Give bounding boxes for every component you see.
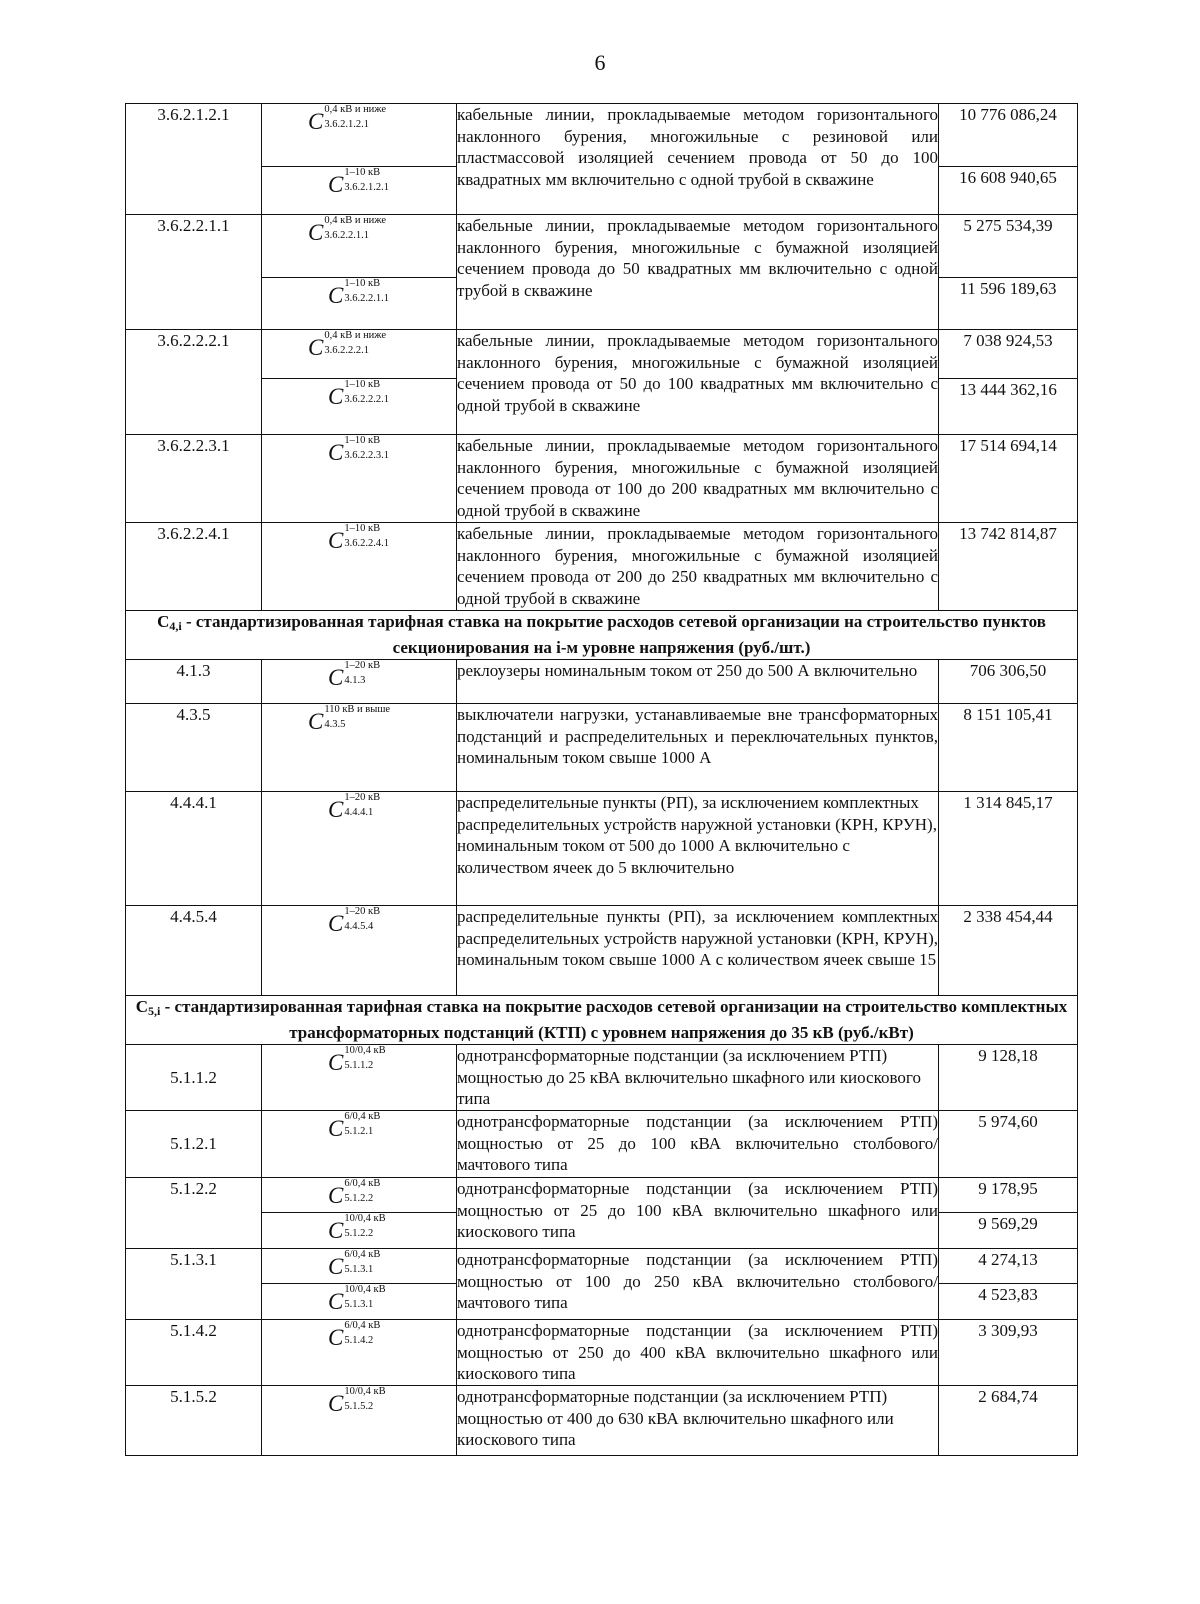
rate-value: 5 275 534,39 [939,215,1078,278]
table-row [126,792,1078,906]
row-code: 4.4.5.4 [126,906,262,996]
row-description: выключатели нагрузки, устанавливаемые вне трансформаторных подстанций и распределительных и переключательных пунктов, номинальным током свыше 1000 А [457,704,939,792]
row-code: 5.1.2.2 [126,1178,262,1249]
rate-value: 9 128,18 [939,1045,1078,1111]
rate-value: 10 776 086,24 [939,104,1078,167]
rate-value: 11 596 189,63 [939,278,1078,330]
rate-value: 13 444 362,16 [939,379,1078,435]
rate-value: 9 178,95 [939,1178,1078,1213]
rate-value: 17 514 694,14 [939,435,1078,523]
section-header [126,996,1078,1045]
row-description: однотрансформаторные подстанции (за исключением РТП) мощностью от 250 до 400 кВА включительно шкафного или киоскового типа [457,1320,939,1386]
table-row [126,906,1078,996]
table-row [126,1249,1078,1284]
rate-symbol: C 1–20 кВ 4.1.3 [262,660,457,704]
row-description: однотрансформаторные подстанции (за исключением РТП) мощностью от 400 до 630 кВА включительно шкафного или киоскового типа [457,1386,939,1456]
rate-value: 5 974,60 [939,1111,1078,1178]
row-code: 3.6.2.1.2.1 [126,104,262,215]
rate-value: 16 608 940,65 [939,167,1078,215]
section-5-title: C5,i - стандартизированная тарифная ставка на покрытие расходов сетевой организации на строительство комплектных трансформаторных подстанций (КТП) с уровнем напряжения до 35 кВ (руб./кВт) [126,996,1078,1045]
rate-symbol: C 6/0,4 кВ 5.1.3.1 [262,1249,457,1284]
page-number: 6 [594,50,606,75]
row-code: 3.6.2.2.2.1 [126,330,262,435]
row-code: 3.6.2.2.3.1 [126,435,262,523]
row-description: реклоузеры номинальным током от 250 до 500 А включительно [457,660,939,704]
rate-symbol: C 6/0,4 кВ 5.1.2.2 [262,1178,457,1213]
table-row [126,1045,1078,1111]
row-code: 4.4.4.1 [126,792,262,906]
row-code: 5.1.3.1 [126,1249,262,1320]
table-row [126,1111,1078,1178]
rate-symbol: C 10/0,4 кВ 5.1.1.2 [262,1045,457,1111]
rate-value: 3 309,93 [939,1320,1078,1386]
table-row [126,1178,1078,1213]
table-row [126,704,1078,792]
rate-symbol: C 1–10 кВ 3.6.2.2.4.1 [262,523,457,611]
row-code: 5.1.1.2 [126,1045,262,1111]
row-description: распределительные пункты (РП), за исключением комплектных распределительных устройств наружной установки (КРН, КРУН), номинальным током от 500 до 1000 А включительно с количеством ячеек до 5 включительно [457,792,939,906]
rate-value: 13 742 814,87 [939,523,1078,611]
table-row [126,435,1078,523]
rate-value: 2 338 454,44 [939,906,1078,996]
rate-value: 9 569,29 [939,1213,1078,1249]
table-row [126,1386,1078,1456]
rate-value: 4 523,83 [939,1284,1078,1320]
rate-symbol: C 1–10 кВ 3.6.2.2.3.1 [262,435,457,523]
rate-value: 7 038 924,53 [939,330,1078,379]
rate-symbol: C 10/0,4 кВ 5.1.5.2 [262,1386,457,1456]
rate-value: 1 314 845,17 [939,792,1078,906]
row-description: однотрансформаторные подстанции (за исключением РТП) мощностью до 25 кВА включительно шкафного или киоскового типа [457,1045,939,1111]
row-code: 3.6.2.2.4.1 [126,523,262,611]
rate-symbol: C 110 кВ и выше 4.3.5 [262,704,457,792]
row-description: кабельные линии, прокладываемые методом горизонтального наклонного бурения, многожильные с резиновой или пластмассовой изоляцией сечением провода от 50 до 100 квадратных мм включительно с одной трубой в скважине [457,104,939,215]
tariff-table [125,103,1078,1456]
rate-symbol: C 10/0,4 кВ 5.1.3.1 [262,1284,457,1320]
rate-symbol: C 0,4 кВ и ниже 3.6.2.2.1.1 [262,215,457,278]
row-description: кабельные линии, прокладываемые методом горизонтального наклонного бурения, многожильные с бумажной изоляцией сечением провода от 100 до 200 квадратных мм включительно с одной трубой в скважине [457,435,939,523]
row-description: распределительные пункты (РП), за исключением комплектных распределительных устройств наружной установки (КРН, КРУН), номинальным током свыше 1000 А с количеством ячеек свыше 15 [457,906,939,996]
row-code: 5.1.5.2 [126,1386,262,1456]
row-description: однотрансформаторные подстанции (за исключением РТП) мощностью от 100 до 250 кВА включительно столбового/мачтового типа [457,1249,939,1320]
row-description: кабельные линии, прокладываемые методом горизонтального наклонного бурения, многожильные с бумажной изоляцией сечением провода от 50 до 100 квадратных мм включительно с одной трубой в скважине [457,330,939,435]
rate-value: 8 151 105,41 [939,704,1078,792]
section-header [126,611,1078,660]
section-4-title: C4,i - стандартизированная тарифная ставка на покрытие расходов сетевой организации на строительство пунктов секционирования на i-м уровне напряжения (руб./шт.) [126,611,1078,660]
row-code: 5.1.4.2 [126,1320,262,1386]
rate-symbol: C 1–20 кВ 4.4.4.1 [262,792,457,906]
row-code: 5.1.2.1 [126,1111,262,1178]
row-code: 4.1.3 [126,660,262,704]
table-row [126,523,1078,611]
rate-symbol: C 0,4 кВ и ниже 3.6.2.2.2.1 [262,330,457,379]
table-row [126,104,1078,167]
rate-symbol: C 1–10 кВ 3.6.2.2.1.1 [262,278,457,330]
rate-value: 4 274,13 [939,1249,1078,1284]
rate-symbol: C 0,4 кВ и ниже 3.6.2.1.2.1 [262,104,457,167]
rate-symbol: C 6/0,4 кВ 5.1.2.1 [262,1111,457,1178]
table-row [126,330,1078,379]
rate-value: 706 306,50 [939,660,1078,704]
rate-value: 2 684,74 [939,1386,1078,1456]
row-description: однотрансформаторные подстанции (за исключением РТП) мощностью от 25 до 100 кВА включительно шкафного или киоскового типа [457,1178,939,1249]
row-code: 4.3.5 [126,704,262,792]
row-description: кабельные линии, прокладываемые методом горизонтального наклонного бурения, многожильные с бумажной изоляцией сечением провода до 50 квадратных мм включительно с одной трубой в скважине [457,215,939,330]
rate-symbol: C 1–10 кВ 3.6.2.1.2.1 [262,167,457,215]
rate-symbol: C 1–20 кВ 4.4.5.4 [262,906,457,996]
row-description: кабельные линии, прокладываемые методом горизонтального наклонного бурения, многожильные с бумажной изоляцией сечением провода от 200 до 250 квадратных мм включительно с одной трубой в скважине [457,523,939,611]
rate-symbol: C 10/0,4 кВ 5.1.2.2 [262,1213,457,1249]
rate-symbol: C 6/0,4 кВ 5.1.4.2 [262,1320,457,1386]
table-row [126,1320,1078,1386]
table-row [126,660,1078,704]
rate-symbol: C 1–10 кВ 3.6.2.2.2.1 [262,379,457,435]
row-code: 3.6.2.2.1.1 [126,215,262,330]
table-row [126,215,1078,278]
row-description: однотрансформаторные подстанции (за исключением РТП) мощностью от 25 до 100 кВА включительно столбового/мачтового типа [457,1111,939,1178]
